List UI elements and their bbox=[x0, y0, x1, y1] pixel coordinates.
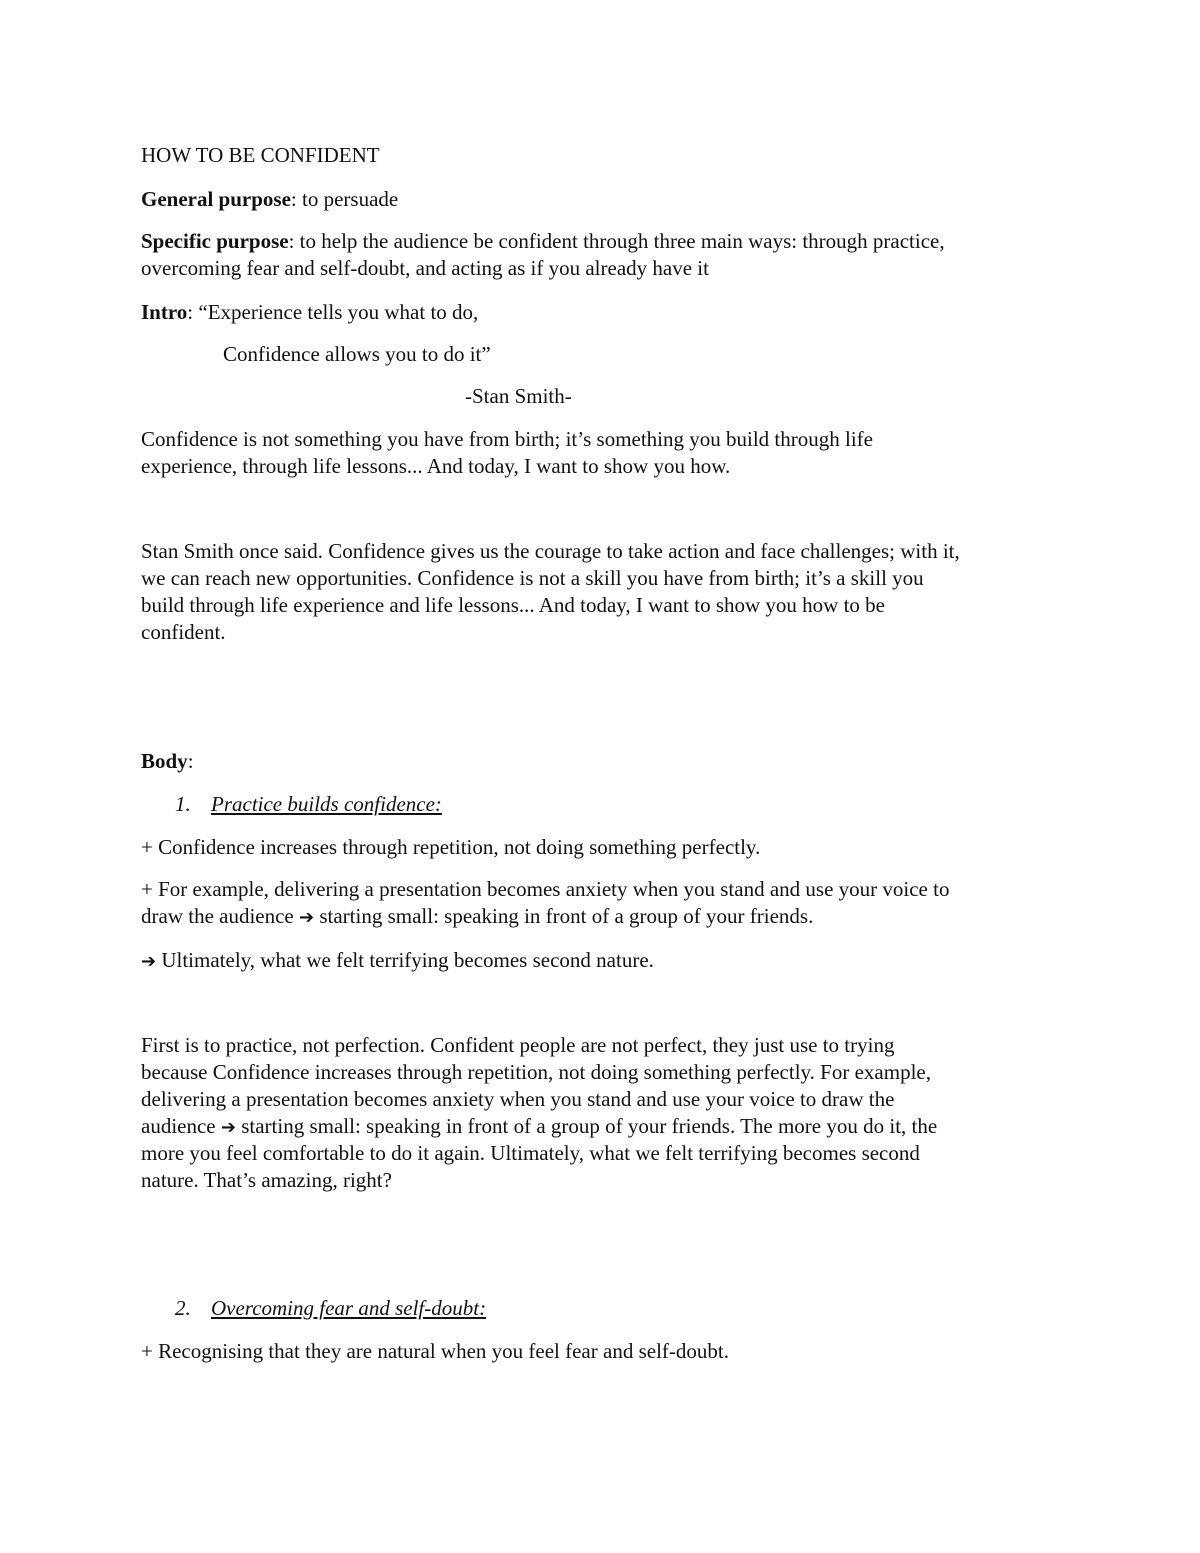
general-purpose-label: General purpose bbox=[141, 187, 291, 211]
body-paragraph-1-line-2: because Confidence increases through repetition, not doing something perfectly. For example, bbox=[141, 1060, 931, 1084]
intro-line bbox=[141, 299, 478, 326]
intro-quote-line-2: Confidence allows you to do it” bbox=[223, 342, 491, 366]
body-heading bbox=[141, 748, 194, 775]
paragraph-1-line-4-a: audience bbox=[141, 1114, 221, 1138]
body-label: Body bbox=[141, 749, 188, 773]
right-arrow-icon: ➔ bbox=[299, 907, 315, 928]
point-2-heading bbox=[175, 1295, 486, 1322]
intro-quote-line-1: : “Experience tells you what to do, bbox=[187, 300, 479, 324]
point-1-title: Practice builds confidence: bbox=[211, 792, 442, 816]
document-title: HOW TO BE CONFIDENT bbox=[141, 143, 380, 167]
specific-purpose-label: Specific purpose bbox=[141, 229, 289, 253]
specific-purpose-line-1 bbox=[141, 228, 945, 255]
bullet-2-text-a: draw the audience bbox=[141, 904, 300, 928]
point-1-heading bbox=[175, 791, 442, 818]
right-arrow-icon: ➔ bbox=[220, 1117, 236, 1138]
body-paragraph-1-line-1: First is to practice, not perfection. Confident people are not perfect, they just use to trying bbox=[141, 1033, 895, 1057]
intro-paragraph-2-line-1: Stan Smith once said. Confidence gives us the courage to take action and face challenges; with it, bbox=[141, 539, 960, 563]
body-colon: : bbox=[187, 749, 194, 773]
point-1-bullet-2-line-1: + For example, delivering a presentation becomes anxiety when you stand and use your voice to bbox=[141, 877, 950, 901]
intro-label: Intro bbox=[141, 300, 188, 324]
body-paragraph-1-line-4 bbox=[141, 1113, 937, 1141]
point-1-bullet-1: + Confidence increases through repetition, not doing something perfectly. bbox=[141, 835, 761, 859]
intro-paragraph-line-2: experience, through life lessons... And today, I want to show you how. bbox=[141, 454, 731, 478]
body-paragraph-1-line-5: more you feel comfortable to do it again. Ultimately, what we felt terrifying becomes second bbox=[141, 1141, 920, 1165]
right-arrow-icon: ➔ bbox=[141, 951, 157, 972]
point-1-conclusion bbox=[141, 947, 654, 975]
intro-paragraph-2-line-3: build through life experience and life lessons... And today, I want to show you how to be bbox=[141, 593, 885, 617]
general-purpose-text: : to persuade bbox=[290, 187, 399, 211]
point-1-number: 1. bbox=[175, 792, 191, 816]
point-2-title: Overcoming fear and self-doubt: bbox=[211, 1296, 487, 1320]
paragraph-1-line-4-b: starting small: speaking in front of a group of your friends. The more you do it, the bbox=[235, 1114, 938, 1138]
intro-paragraph-line-1: Confidence is not something you have from birth; it’s something you build through life bbox=[141, 427, 873, 451]
point-1-conclusion-text: Ultimately, what we felt terrifying becomes second nature. bbox=[156, 948, 654, 972]
point-2-bullet-1: + Recognising that they are natural when you feel fear and self-doubt. bbox=[141, 1339, 729, 1363]
body-paragraph-1-line-3: delivering a presentation becomes anxiety when you stand and use your voice to draw the bbox=[141, 1087, 895, 1111]
general-purpose-line bbox=[141, 186, 398, 213]
specific-purpose-text-1: : to help the audience be confident through three main ways: through practice, bbox=[288, 229, 945, 253]
point-1-bullet-2-line-2 bbox=[141, 903, 813, 931]
intro-paragraph-2-line-4: confident. bbox=[141, 620, 226, 644]
quote-attribution: -Stan Smith- bbox=[465, 384, 572, 408]
point-2-number: 2. bbox=[175, 1296, 191, 1320]
specific-purpose-line-2: overcoming fear and self-doubt, and acting as if you already have it bbox=[141, 256, 709, 280]
intro-paragraph-2-line-2: we can reach new opportunities. Confidence is not a skill you have from birth; it’s a skill you bbox=[141, 566, 924, 590]
bullet-2-text-b: starting small: speaking in front of a group of your friends. bbox=[314, 904, 814, 928]
body-paragraph-1-line-6: nature. That’s amazing, right? bbox=[141, 1168, 392, 1192]
